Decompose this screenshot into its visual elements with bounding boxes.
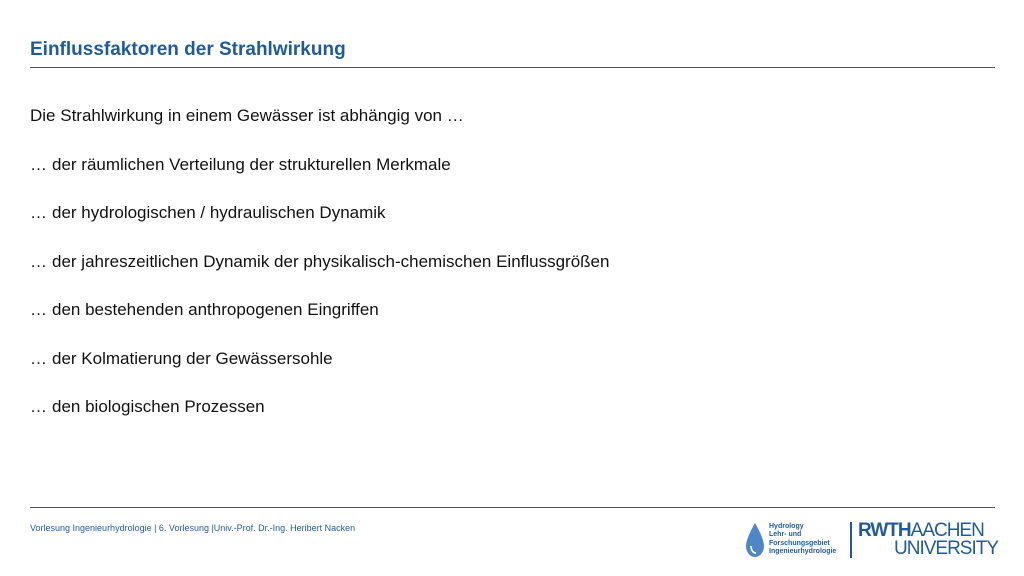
factor-text: den biologischen Prozessen: [52, 396, 265, 416]
aachen-wordmark: AACHEN: [910, 520, 984, 541]
hydrology-logo-line: Lehr- und: [769, 531, 802, 539]
factor-text: den bestehenden anthropogenen Eingriffen: [52, 300, 379, 320]
list-item: [30, 300, 609, 348]
bullet-ellipsis: …: [30, 203, 47, 223]
list-item: [30, 155, 609, 203]
footer-text: Vorlesung Ingenieurhydrologie | 6. Vorlesung |Univ.-Prof. Dr.-Ing. Heribert Nacken: [30, 523, 356, 533]
factor-list: [30, 155, 609, 445]
bullet-ellipsis: …: [30, 396, 47, 416]
list-item: [30, 252, 609, 300]
hydrology-logo: [744, 520, 844, 560]
hydrology-logo-line: Hydrology: [769, 523, 804, 530]
factor-text: der hydrologischen / hydraulischen Dynamik: [52, 203, 386, 223]
rwth-wordmark: RWTH: [858, 520, 911, 541]
hydrology-logo-line: Forschungsgebiet: [769, 539, 830, 547]
rwth-logo: [858, 521, 998, 561]
list-item: [30, 397, 609, 445]
bullet-ellipsis: …: [30, 300, 47, 320]
footer-divider: [30, 507, 995, 508]
factor-text: der jahreszeitlichen Dynamik der physikalisch-chemischen Einflussgrößen: [52, 251, 610, 271]
logo-divider: [850, 522, 852, 558]
bullet-ellipsis: …: [30, 155, 47, 174]
slide-title: Einflussfaktoren der Strahlwirkung: [30, 39, 346, 60]
water-drop-icon: [744, 522, 766, 558]
hydrology-logo-text: [769, 523, 836, 557]
factor-text: der Kolmatierung der Gewässersohle: [52, 348, 333, 368]
intro-text: Die Strahlwirkung in einem Gewässer ist abhängig von …: [30, 106, 464, 125]
list-item: [30, 349, 609, 397]
list-item: [30, 203, 609, 251]
hydrology-logo-line: Ingenieurhydrologie: [769, 548, 837, 556]
bullet-ellipsis: …: [30, 251, 47, 271]
university-wordmark: UNIVERSITY: [894, 538, 999, 559]
title-divider: [30, 67, 995, 68]
factor-text: der räumlichen Verteilung der strukturellen Merkmale: [52, 155, 451, 174]
bullet-ellipsis: …: [30, 348, 47, 368]
